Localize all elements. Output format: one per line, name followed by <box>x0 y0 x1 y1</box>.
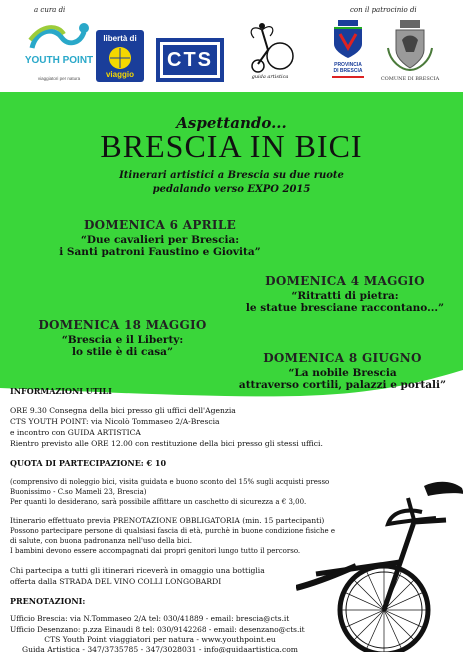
event-title-line-2: lo stile è di casa” <box>72 346 173 358</box>
prenotazione-line-4: I bambini devono essere accompagnati dai propri genitori lungo tutto il percorso. <box>10 547 301 555</box>
liberta-viaggio-logo <box>96 30 144 82</box>
prenotazione-line-3: di salute, con buona padronanza nell'uso della bici. <box>10 537 193 545</box>
quota-line-3: Per quanti lo desiderano, sarà possibile affittare un caschetto di sicurezza a € 3,00. <box>10 498 307 506</box>
omaggio-line-2: offerta dalla STRADA DEL VINO COLLI LONGOBARDI <box>10 577 222 586</box>
event-date: DOMENICA 18 MAGGIO <box>38 318 207 332</box>
provincia-rule <box>332 76 364 78</box>
event-date: DOMENICA 8 GIUGNO <box>263 351 422 365</box>
event-8-giugno <box>225 351 460 391</box>
quota-heading: QUOTA DI PARTECIPAZIONE: € 10 <box>10 458 167 468</box>
angel-bike-icon <box>240 16 300 74</box>
info-heading: INFORMAZIONI UTILI <box>10 386 112 396</box>
info-line-1: ORE 9.30 Consegna della bici presso gli uffici dell'Agenzia <box>10 406 236 415</box>
logo-strip <box>0 0 463 92</box>
contact-desenzano: Ufficio Desenzano: p.zza Einaudi 8 tel: 030/9142268 - email: desenzano@cts.it <box>10 625 305 634</box>
guida-artistica-logo <box>240 16 300 86</box>
event-4-maggio <box>240 274 450 314</box>
a-cura-di-label: a cura di <box>34 6 66 14</box>
youth-point-logo <box>24 18 94 88</box>
subtitle-line-1: Itinerari artistici a Brescia su due ruote <box>119 170 344 181</box>
prenotazione-line-2: Possono partecipare persone di qualsiasi fascia di età, purchè in buone condizione fisiche e <box>10 527 335 535</box>
footer-guida-artistica: Guida Artistica - 347/3735785 - 347/3028031 - info@guidaartistica.com <box>22 645 298 653</box>
event-title-line-2: i Santi patroni Faustino e Giovita” <box>59 246 261 258</box>
aspettando-text: Aspettando... <box>176 114 287 132</box>
event-18-maggio <box>25 318 220 358</box>
event-date: DOMENICA 4 MAGGIO <box>265 274 425 288</box>
bicycle-illustration <box>296 462 463 652</box>
contact-brescia: Ufficio Brescia: via N.Tommaseo 2/A tel: 030/41889 - email: brescia@cts.it <box>10 614 290 623</box>
event-title-line-1: “Brescia e il Liberty: <box>61 334 184 346</box>
info-line-4: Rientro previsto alle ORE 12.00 con restituzione della bici presso gli stessi uffici. <box>10 439 323 448</box>
youth-point-swirl-icon <box>24 18 94 58</box>
guida-artistica-text: guida artistica <box>251 74 289 80</box>
event-title-line-2: le statue bresciane raccontano...” <box>245 302 445 314</box>
youth-point-text: YOUTH POINT <box>24 55 94 66</box>
quota-line-1: (comprensivo di noleggio bici, visita guidata e buono sconto del 15% sugli acquisti presso <box>10 478 330 486</box>
patrocinio-label: con il patrocinio di <box>350 6 417 14</box>
event-title-line-2: attraverso cortili, palazzi e portali” <box>238 379 447 391</box>
omaggio-line-1: Chi partecipa a tutti gli itinerari riceverà in omaggio una bottiglia <box>10 566 265 575</box>
youth-point-subtext: viaggiatori per natura <box>37 76 81 81</box>
event-title-line-1: “Due cavalieri per Brescia: <box>80 234 240 246</box>
liberta-text: libertà di <box>103 34 137 43</box>
provincia-brescia-logo <box>326 18 370 88</box>
info-line-3: e incontro con GUIDA ARTISTICA <box>10 428 141 437</box>
event-6-aprile <box>55 218 265 258</box>
provincia-crest-icon <box>326 18 370 60</box>
quota-line-2: Buonissimo - C.so Mameli 23, Brescia) <box>10 488 147 496</box>
comune-text: COMUNE DI BRESCIA <box>380 76 440 82</box>
event-title-line-1: “La nobile Brescia <box>288 367 397 379</box>
cts-logo <box>156 38 224 82</box>
event-date: DOMENICA 6 APRILE <box>83 218 237 232</box>
comune-crest-icon <box>382 18 438 74</box>
comune-brescia-logo <box>382 18 438 88</box>
footer-youth-point: CTS Youth Point viaggiatori per natura - www.youthpoint.eu <box>44 635 276 644</box>
page-title: BRESCIA IN BICI <box>100 128 363 164</box>
event-title-line-1: “Ritratti di pietra: <box>291 290 399 302</box>
prenotazione-line-1: Itinerario effettuato previa PRENOTAZIONE OBBLIGATORIA (min. 15 partecipanti) <box>10 516 325 525</box>
provincia-text-1: PROVINCIA <box>334 62 362 68</box>
prenotazioni-heading: PRENOTAZIONI: <box>10 596 86 606</box>
info-line-2: CTS YOUTH POINT: via Nicolò Tommaseo 2/A-Brescia <box>10 417 220 426</box>
viaggio-text: viaggio <box>105 70 134 79</box>
cts-text: CTS <box>160 42 220 78</box>
subtitle-line-2: pedalando verso EXPO 2015 <box>152 184 311 195</box>
provincia-text-2: DI BRESCIA <box>333 68 363 74</box>
